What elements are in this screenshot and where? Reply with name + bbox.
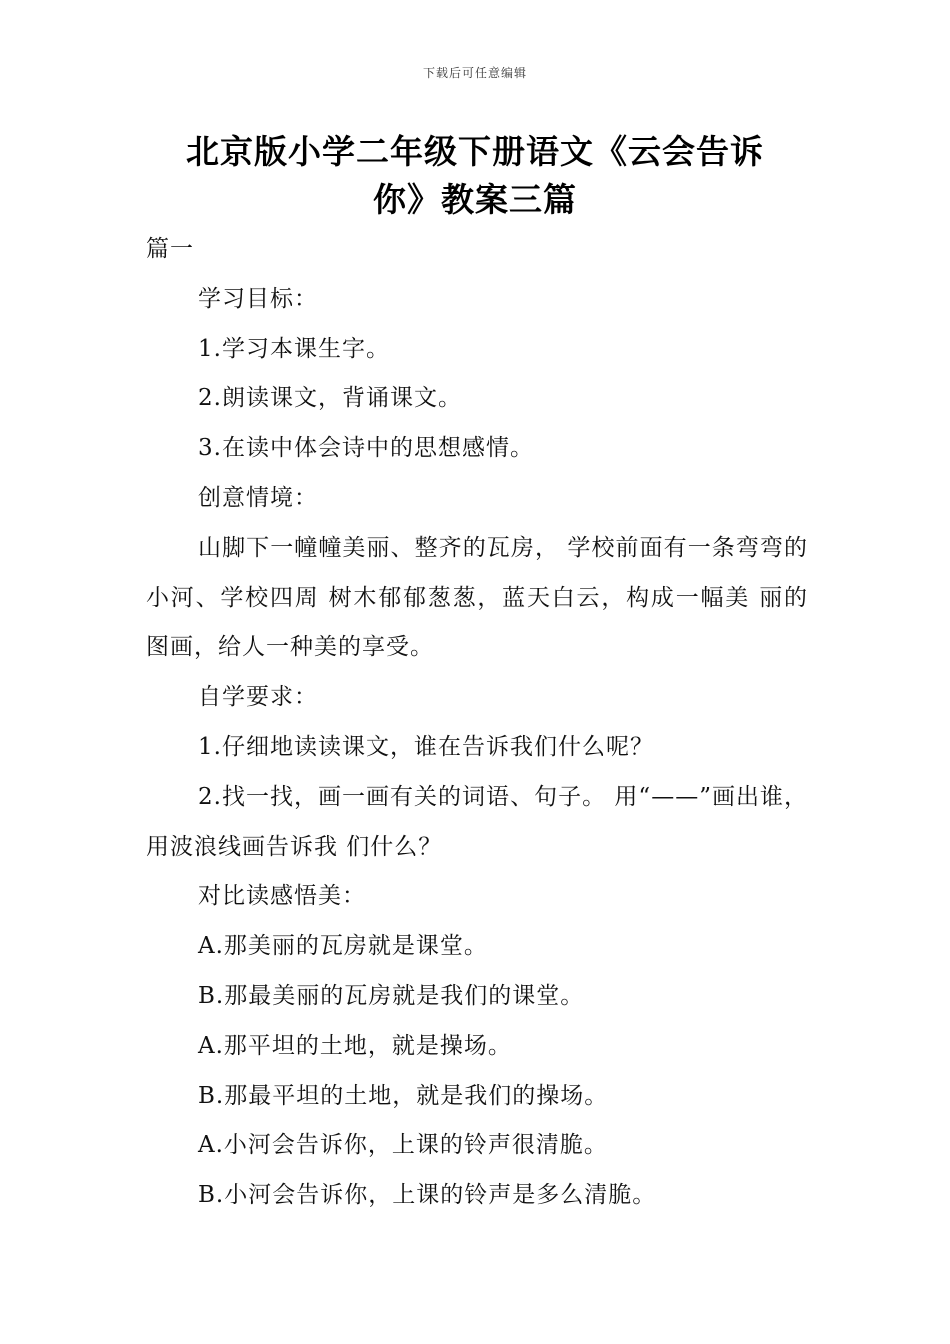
section-label: 篇一 — [146, 236, 194, 262]
paragraph-learning-goals-heading: 学习目标： — [198, 285, 318, 312]
paragraph-creative-scene-heading: 创意情境： — [198, 484, 318, 511]
document-body — [146, 225, 808, 1221]
document-title-line-2: 你》教案三篇 — [373, 180, 577, 219]
paragraph-creative-scene-text: 山脚下一幢幢美丽、整齐的瓦房， 学校前面有一条弯弯的小河、学校四周 树木郁郁葱葱，蓝天白云，构成一幅美 丽的图画，给人一种美的享受。 — [146, 534, 808, 661]
document-title-line-1: 北京版小学二年级下册语文《云会告诉 — [186, 132, 764, 171]
page-header-note: 下载后可任意编辑 — [422, 66, 527, 80]
paragraph-compare-a2: A.那平坦的土地，就是操场。 — [198, 1032, 512, 1059]
paragraph-compare-a1: A.那美丽的瓦房就是课堂。 — [198, 933, 488, 960]
paragraph-compare-b1: B.那最美丽的瓦房就是我们的课堂。 — [198, 982, 585, 1009]
paragraph-self-study-2: 2.找一找，画一画有关的词语、句子。 用“——”画出谁，用波浪线画告诉我 们什么？ — [146, 783, 808, 860]
paragraph-self-study-1: 1.仔细地读读课文，谁在告诉我们什么呢？ — [198, 733, 654, 760]
paragraph-compare-a3: A.小河会告诉你，上课的铃声很清脆。 — [198, 1132, 608, 1159]
paragraph-compare-b3: B.小河会告诉你，上课的铃声是多么清脆。 — [198, 1182, 657, 1209]
paragraph-compare-heading: 对比读感悟美： — [198, 883, 366, 910]
paragraph-goal-2: 2.朗读课文，背诵课文。 — [198, 385, 462, 412]
paragraph-self-study-heading: 自学要求： — [198, 684, 318, 711]
paragraph-compare-b2: B.那最平坦的土地，就是我们的操场。 — [198, 1082, 609, 1109]
document-title — [140, 128, 810, 224]
paragraph-goal-3: 3.在读中体会诗中的思想感情。 — [198, 435, 534, 462]
paragraph-goal-1: 1.学习本课生字。 — [198, 335, 390, 362]
